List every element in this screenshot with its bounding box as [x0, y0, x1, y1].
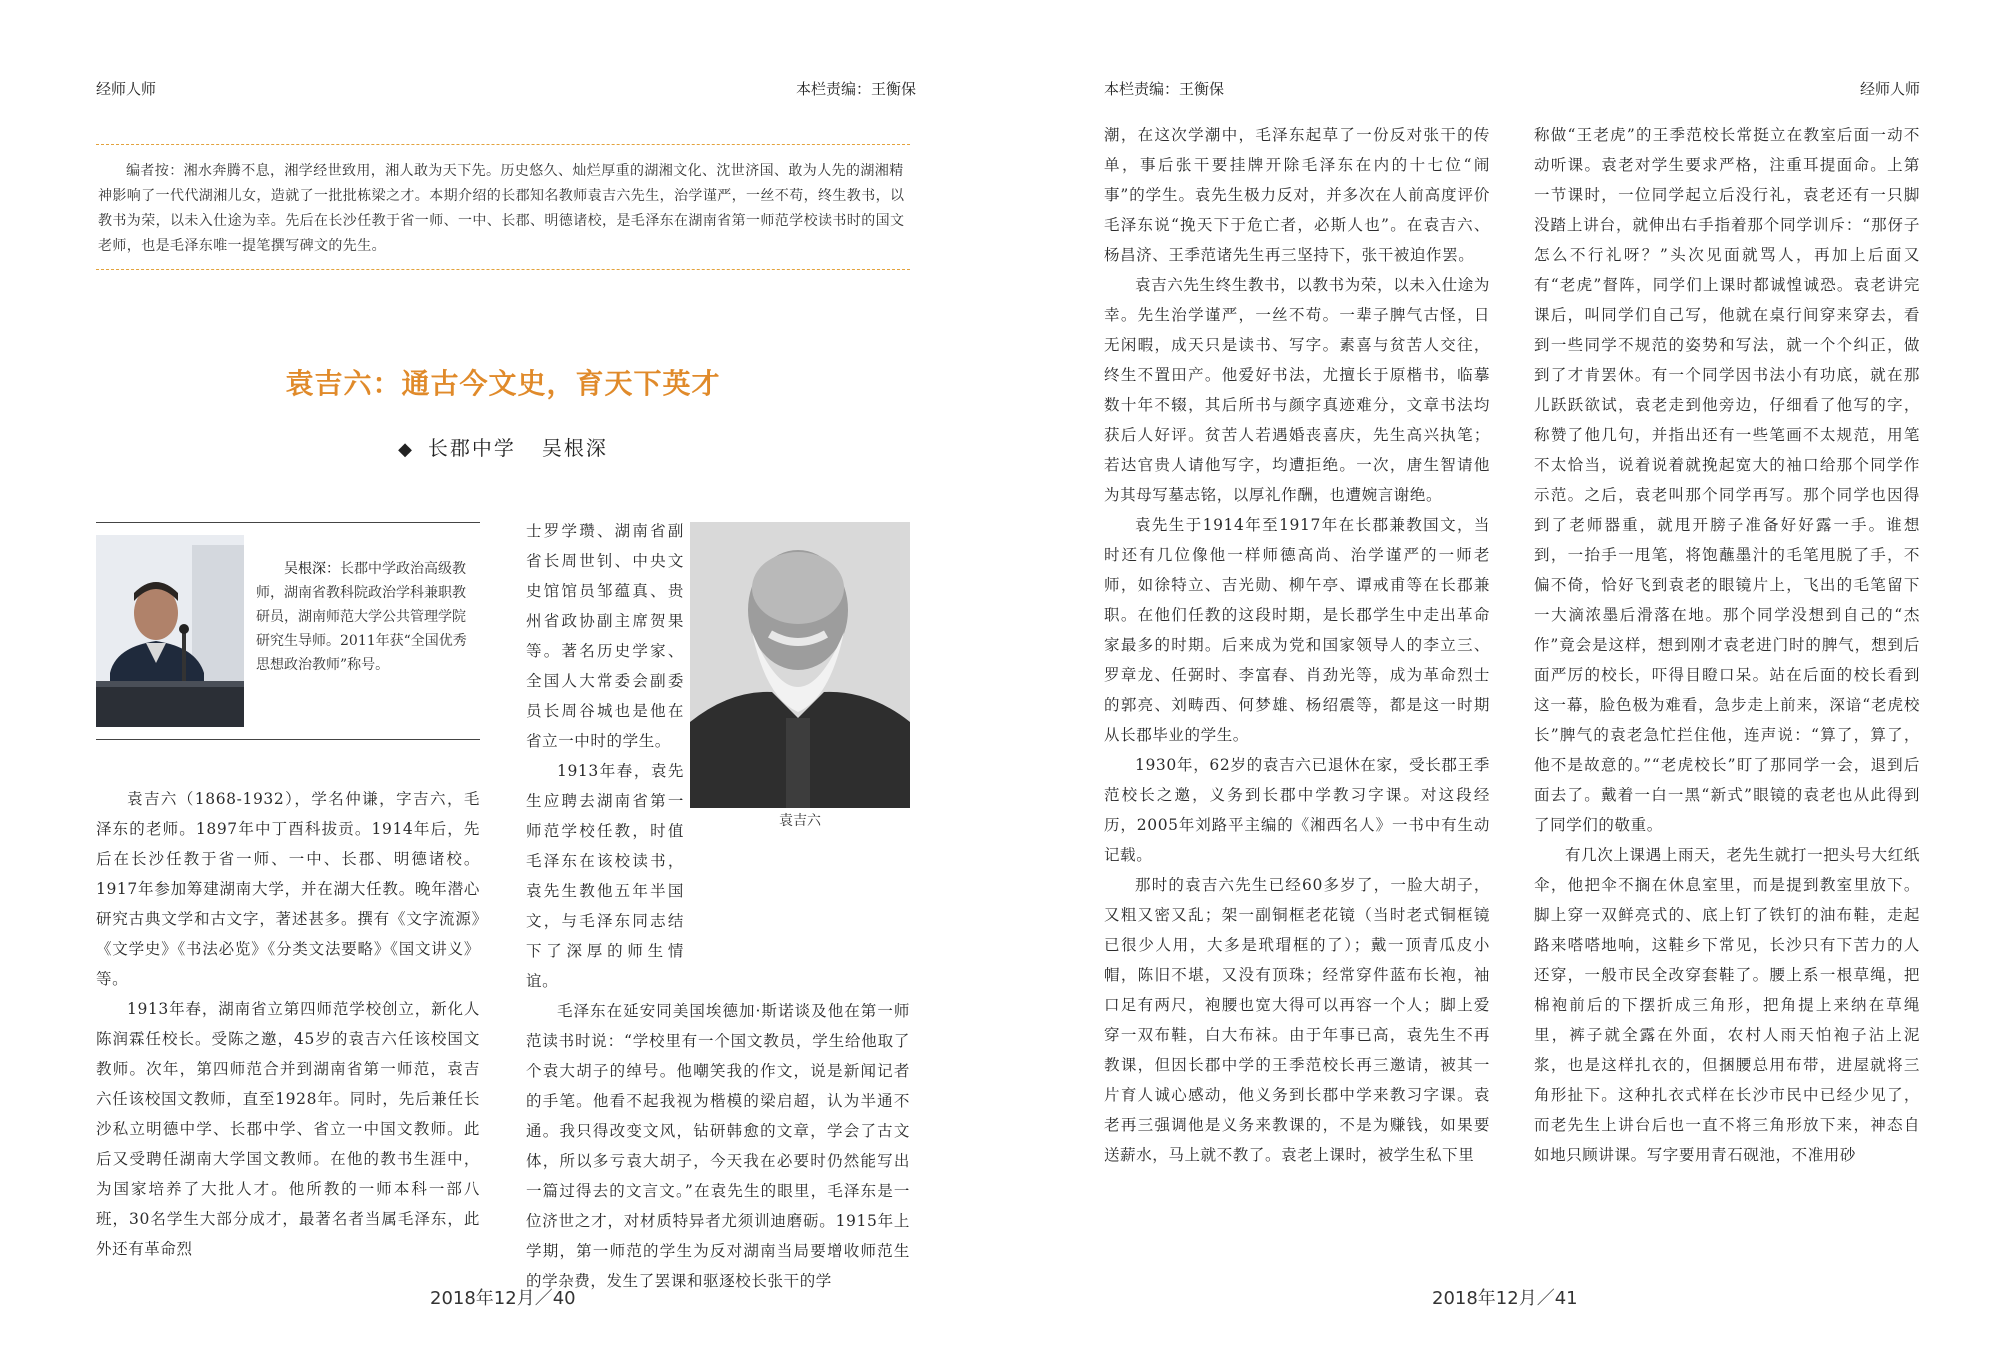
left-folio: 2018年12月／40: [430, 1288, 576, 1309]
byline: [96, 432, 910, 461]
left-col2-p3: 毛泽东在延安同美国埃德加·斯诺谈及他在第一师范读书时说：“学校里有一个国文教员，学生给他取了个袁大胡子的绰号。他嘲笑我的作文，说是新闻记者的手笔。他看不起我视为楷模的梁启超，认为半通不通。我只得改变文风，钻研韩愈的文章，学会了古文体，所以多亏袁大胡子，今天我在必要时仍然能写出一篇过得去的文言文。”在袁先生的眼里，毛泽东是一位济世之才，对材质特异者尤须训迪磨砺。1915年上学期，第一师范的学生为反对湖南当局要增收师范生的学杂费，发生了罢课和驱逐校长张干的学: [526, 1002, 910, 1290]
article-title: 袁吉六：通古今文史，育天下英才: [285, 367, 721, 400]
right-col1: [1104, 120, 1490, 1170]
right-folio: 2018年12月／41: [1432, 1288, 1578, 1309]
editor-note-text: 编者按：湘水奔腾不息，湘学经世致用，湘人敢为天下先。历史悠久、灿烂厚重的湖湘文化、沈世济国、敢为人先的湖湘精神影响了一代代湖湘儿女，造就了一批批栋梁之才。本期介绍的长郡知名教师袁吉六先生，治学谨严，一丝不苟，终生教书，以教书为荣，以未入仕途为幸。先后在长沙任教于省一师、一中、长郡、明德诸校，是毛泽东在湖南省第一师范学校读书时的国文老师，也是毛泽东唯一提笔撰写碑文的先生。: [98, 163, 905, 254]
author-bio-name: 吴根深：: [284, 561, 340, 577]
right-col1-p4: 1930年，62岁的袁吉六已退休在家，受长郡王季范校长之邀，义务到长郡中学教习字课。对这段经历，2005年刘路平主编的《湘西名人》一书中有生动记载。: [1104, 756, 1490, 864]
right-col2-p2: 有几次上课遇上雨天，老先生就打一把头号大红纸伞，他把伞不搁在休息室里，而是提到教室里放下。脚上穿一双鲜亮式的、底上钉了铁钉的油布鞋，走起路来嗒嗒地响，这鞋乡下常见，长沙只有下苦力的人还穿，一般市民全改穿套鞋了。腰上系一根草绳，把棉袍前后的下摆折成三角形，把角提上来纳在草绳里，裤子就全露在外面，农村人雨天怕袍子沾上泥浆，也是这样扎衣的，但捆腰总用布带，进屋就将三角形扯下。这种扎衣式样在长沙市民中已经少见了，而老先生上讲台后也一直不将三角形放下来，神态自如地只顾讲课。写字要用青石砚池，不准用砂: [1534, 846, 1920, 1164]
byline-school: 长郡中学: [427, 436, 516, 460]
left-header-editor: 本栏责编：王衡保: [795, 80, 916, 98]
author-bio: [256, 557, 478, 677]
right-col1-p1: 潮，在这次学潮中，毛泽东起草了一份反对张干的传单，事后张干要挂牌开除毛泽东在内的十七位“闹事”的学生。袁先生极力反对，并多次在人前高度评价毛泽东说“挽天下于危亡者，必斯人也”。在袁吉六、杨昌济、王季范诸先生再三坚持下，张干被迫作罢。: [1104, 126, 1490, 264]
author-avatar: [96, 535, 244, 727]
left-col2-p1: 士罗学瓒、湖南省副省长周世钊、中央文史馆馆员邹蕴真、贵州省政协副主席贺果等。著名历史学家、全国人大常委会副委员长周谷城也是他在省立一中时的学生。: [526, 522, 684, 750]
author-bio-text: 长郡中学政治高级教师，湖南省教科院政治学科兼职教研员，湖南师范大学公共管理学院研究生导师。2011年获“全国优秀思想政治教师”称号。: [256, 561, 467, 673]
right-col2-p1: 称做“王老虎”的王季范校长常挺立在教室后面一动不动听课。袁老对学生要求严格，注重耳提面命。上第一节课时，一位同学起立后没行礼，袁老还有一只脚没踏上讲台，就伸出右手指着那个同学训斥：“那伢子怎么不行礼呀？”头次见面就骂人，再加上后面又有“老虎”督阵，同学们上课时都诚惶诚恐。袁老讲完课后，叫同学们自己写，他就在桌行间穿来穿去，看到一些同学不规范的姿势和写法，就一个个纠正，做到了才肯罢休。有一个同学因书法小有功底，就在那儿跃跃欲试，袁老走到他旁边，仔细看了他写的字，称赞了他几句，并指出还有一些笔画不太规范，用笔不太恰当，说着说着就挽起宽大的袖口给那个同学作示范。之后，袁老叫那个同学再写。那个同学也因得到了老师器重，就甩开膀子准备好好露一手。谁想到，一抬手一甩笔，将饱蘸墨汁的毛笔甩脱了手，不偏不倚，恰好飞到袁老的眼镜片上，飞出的毛笔留下一大滴浓墨后滑落在地。那个同学没想到自己的“杰作”竟会是这样，想到刚才袁老进门时的脾气，想到后面严厉的校长，吓得目瞪口呆。站在后面的校长看到这一幕，脸色极为难看，急步走上前来，深谙“老虎校长”脾气的袁老急忙拦住他，连声说：“算了，算了，他不是故意的。”“老虎校长”盯了那同学一会，退到后面去了。戴着一白一黑“新式”眼镜的袁老也从此得到了同学们的敬重。: [1534, 126, 1920, 834]
left-col1-p2: 1913年春，湖南省立第四师范学校创立，新化人陈润霖任校长。受陈之邀，45岁的袁吉六任该校国文教师。次年，第四师范合并到湖南省第一师范，袁吉六任该校国文教师，直至1928年。同时，先后兼任长沙私立明德中学、长郡中学、省立一中国文教师。此后又受聘任湖南大学国文教师。在他的教书生涯中，为国家培养了大批人才。他所教的一师本科一部八班，30名学生大部分成才，最著名者当属毛泽东，此外还有革命烈: [96, 1000, 480, 1258]
portrait-caption: 袁吉六: [779, 813, 821, 829]
left-header-column-name: 经师人师: [96, 80, 157, 98]
author-bio-box: [96, 522, 480, 740]
right-header-column-name: 经师人师: [1859, 80, 1920, 98]
right-col1-p2: 袁吉六先生终生教书，以教书为荣，以未入仕途为幸。先生治学谨严，一丝不苟。一辈子脾气古怪，日无闲暇，成天只是读书、写字。素喜与贫苦人交往，终生不置田产。他爱好书法，尤擅长于原楷书，临摹数十年不辍，其后所书与颜字真迹难分，文章书法均获后人好评。贫苦人若遇婚丧喜庆，先生高兴执笔；若达官贵人请他写字，均遭拒绝。一次，唐生智请他为其母写墓志铭，以厚礼作酬，也遭婉言谢绝。: [1104, 276, 1490, 504]
left-col1: [96, 784, 480, 1264]
left-col2-p2: 1913年春，袁先生应聘去湖南省第一师范学校任教，时值毛泽东在该校读书，袁先生教他五年半国文，与毛泽东同志结下了深厚的师生情谊。: [526, 762, 684, 990]
right-col1-p5: 那时的袁吉六先生已经60多岁了，一脸大胡子，又粗又密又乱；架一副铜框老花镜（当时老式铜框镜已很少人用，大多是玳瑁框的了）；戴一顶青瓜皮小帽，陈旧不堪，又没有顶珠；经常穿件蓝布长袍，袖口足有两尺，袍腰也宽大得可以再容一个人；脚上爱穿一双布鞋，白大布袜。由于年事已高，袁先生不再教课，但因长郡中学的王季范校长再三邀请，被其一片育人诚心感动，他义务到长郡中学来教习字课。袁老再三强调他是义务来教课的，不是为赚钱，如果要送薪水，马上就不教了。袁老上课时，被学生私下里: [1104, 876, 1490, 1164]
editor-note-box: [96, 144, 910, 270]
left-col1-p1: 袁吉六（1868-1932），学名仲谦，字吉六，毛泽东的老师。1897年中丁酉科拔贡。1914年后，先后在长沙任教于省一师、一中、长郡、明德诸校。1917年参加筹建湖南大学，并在湖大任教。晚年潜心研究古典文学和古文字，著述甚多。撰有《文字流源》《文学史》《书法必览》《分类文法要略》《国文讲义》等。: [96, 790, 480, 988]
byline-author: 吴根深: [541, 436, 608, 460]
author-photo-icon: [96, 535, 244, 727]
left-col2: [526, 516, 910, 1296]
right-col1-p3: 袁先生于1914年至1917年在长郡兼教国文，当时还有几位像他一样师德高尚、治学谨严的一师老师，如徐特立、吉光勋、柳午亭、谭戒甫等在长郡兼职。在他们任教的这段时期，是长郡学生中走出革命家最多的时期。后来成为党和国家领导人的李立三、罗章龙、任弼时、李富春、肖劲光等，成为革命烈士的郭亮、刘畴西、何梦雄、杨绍震等，都是这一时期从长郡毕业的学生。: [1104, 516, 1490, 744]
right-header-editor: 本栏责编：王衡保: [1104, 80, 1225, 98]
diamond-icon: ◆: [398, 439, 414, 460]
right-col2: [1534, 120, 1920, 1170]
right-page: [1000, 0, 2000, 1358]
